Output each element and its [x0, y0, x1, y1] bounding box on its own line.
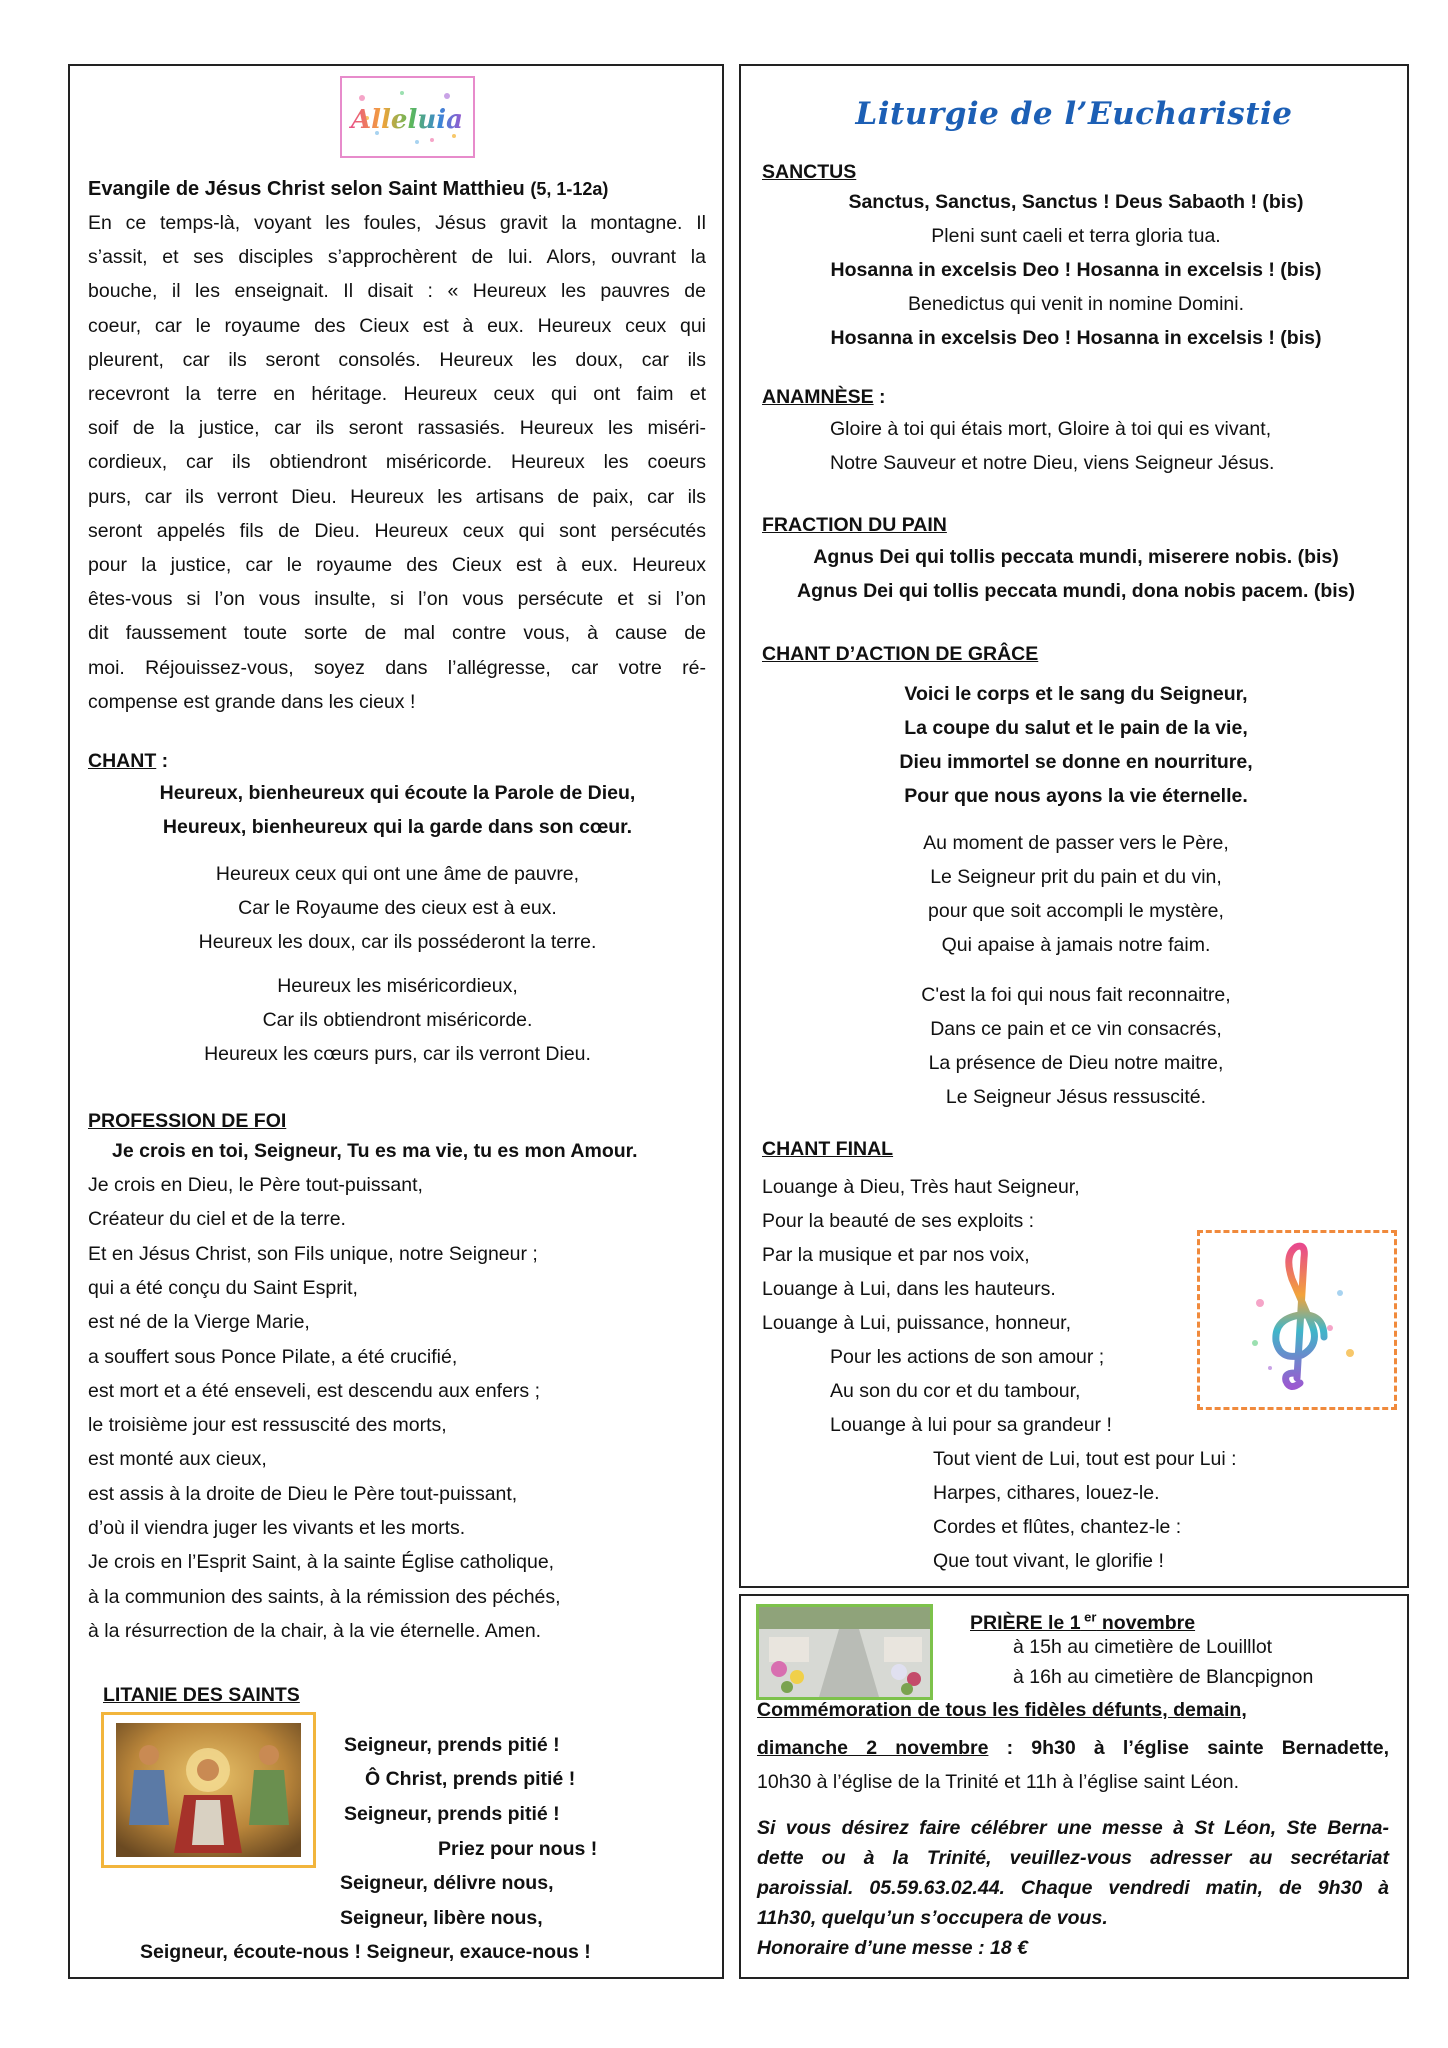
grace-refrain-line: Pour que nous ayons la vie éternelle.: [904, 785, 1248, 807]
messe-line: paroissial. 05.59.63.02.44. Chaque vendredi matin, de 9h30 à: [757, 1877, 1389, 1899]
chant-heading-text: CHANT: [88, 750, 157, 772]
credo-line: à la communion des saints, à la rémission des péchés,: [88, 1585, 561, 1608]
messe-line: Honoraire d’une messe : 18 €: [757, 1937, 1028, 1959]
chant-verse-line: Car le Royaume des cieux est à eux.: [238, 897, 557, 919]
alleluia-logo: [340, 76, 475, 158]
anamnese-heading: [762, 380, 886, 414]
grace-verse-line: Le Seigneur prit du pain et du vin,: [930, 866, 1222, 888]
gospel-line: En ce temps-là, voyant les foules, Jésus gravit la montagne. Il: [88, 212, 706, 234]
messe-line: Si vous désirez faire célébrer une messe à St Léon, Ste Berna-: [757, 1817, 1389, 1839]
chant-refrain-line: Heureux, bienheureux qui écoute la Parole de Dieu,: [159, 782, 636, 804]
credo-line: à la résurrection de la chair, à la vie éternelle. Amen.: [88, 1619, 542, 1642]
final-line: Louange à Lui, dans les hauteurs.: [762, 1278, 1056, 1300]
final-line: Pour les actions de son amour ;: [830, 1346, 1105, 1368]
anamnese-heading-text: ANAMNÈSE: [762, 386, 874, 408]
anamnese-heading-colon: :: [873, 386, 886, 408]
commemoration-text-1: : 9h30 à l’église sainte Bernadette,: [988, 1737, 1390, 1759]
saints-mosaic-image: [101, 1712, 316, 1868]
messe-line: dette ou à la Trinité, veuillez-vous adresser au secrétariat: [757, 1847, 1389, 1869]
priere-title-prefix: PRIÈRE le 1: [970, 1611, 1081, 1634]
final-line: Cordes et flûtes, chantez-le :: [933, 1516, 1182, 1538]
litanie-heading: LITANIE DES SAINTS: [103, 1684, 300, 1706]
credo-line: Je crois en l’Esprit Saint, à la sainte Église catholique,: [88, 1551, 555, 1574]
profession-refrain: Je crois en toi, Seigneur, Tu es ma vie, tu es mon Amour.: [112, 1140, 638, 1162]
credo-line: a souffert sous Ponce Pilate, a été crucifié,: [88, 1345, 458, 1368]
chant-heading-colon: :: [156, 750, 169, 772]
litanie-line: Seigneur, prends pitié !: [344, 1803, 560, 1825]
litanie-line: Seigneur, libère nous,: [340, 1907, 543, 1929]
liturgie-title: Liturgie de l’Eucharistie: [855, 96, 1293, 132]
priere-title-sup: er: [1080, 1609, 1097, 1624]
commemoration-heading: Commémoration de tous les fidèles défunts, demain,: [757, 1699, 1247, 1721]
grace-verse-line: Au moment de passer vers le Père,: [923, 832, 1229, 854]
final-line: Au son du cor et du tambour,: [830, 1380, 1081, 1402]
chant-heading: [88, 744, 168, 778]
chant-verse-line: Heureux les doux, car ils posséderont la terre.: [198, 931, 597, 953]
action-grace-heading: CHANT D’ACTION DE GRÂCE: [762, 643, 1039, 665]
grace-verse-line: Le Seigneur Jésus ressuscité.: [945, 1086, 1207, 1108]
chant-refrain-line: Heureux, bienheureux qui la garde dans son cœur.: [162, 816, 633, 838]
final-line: Tout vient de Lui, tout est pour Lui :: [933, 1448, 1237, 1470]
final-line: Harpes, cithares, louez-le.: [933, 1482, 1160, 1504]
credo-line: Et en Jésus Christ, son Fils unique, notre Seigneur ;: [88, 1242, 538, 1265]
chant-verse-line: Heureux les miséricordieux,: [277, 975, 518, 997]
sanctus-line: Pleni sunt caeli et terra gloria tua.: [931, 225, 1221, 247]
alleluia-logo-text: Alleluia: [351, 105, 463, 135]
commemoration-line-2: 10h30 à l’église de la Trinité et 11h à l’église saint Léon.: [757, 1771, 1240, 1793]
chant-verse-line: Car ils obtiendront miséricorde.: [262, 1009, 533, 1031]
credo-line: est mort et a été enseveli, est descendu aux enfers ;: [88, 1379, 541, 1402]
sanctus-line: Hosanna in excelsis Deo ! Hosanna in excelsis ! (bis): [830, 327, 1322, 349]
fraction-heading: FRACTION DU PAIN: [762, 514, 947, 536]
cemetery-image: [756, 1604, 933, 1700]
final-line: Louange à Dieu, Très haut Seigneur,: [762, 1176, 1080, 1198]
profession-heading: PROFESSION DE FOI: [88, 1110, 287, 1132]
litanie-line: Priez pour nous !: [438, 1838, 598, 1860]
chant-final-heading: CHANT FINAL: [762, 1138, 894, 1160]
litanie-line: Ô Christ, prends pitié !: [365, 1768, 576, 1790]
fraction-line: Agnus Dei qui tollis peccata mundi, miserere nobis. (bis): [813, 546, 1339, 568]
credo-line: Créateur du ciel et de la terre.: [88, 1208, 346, 1231]
credo-line: le troisième jour est ressuscité des morts,: [88, 1414, 447, 1437]
grace-refrain-line: Voici le corps et le sang du Seigneur,: [904, 683, 1248, 705]
treble-clef-image: [1197, 1230, 1397, 1410]
gospel-line: pour la justice, car le royaume des Cieux est à eux. Heureux: [88, 554, 706, 576]
sanctus-line: Hosanna in excelsis Deo ! Hosanna in excelsis ! (bis): [830, 259, 1322, 281]
chant-verse-line: Heureux ceux qui ont une âme de pauvre,: [215, 863, 580, 885]
final-line: Louange à lui pour sa grandeur !: [830, 1414, 1112, 1436]
credo-line: d’où il viendra juger les vivants et les morts.: [88, 1517, 466, 1539]
sanctus-line: Sanctus, Sanctus, Sanctus ! Deus Sabaoth ! (bis): [848, 191, 1304, 213]
gospel-line: purs, car ils verront Dieu. Heureux les artisans de paix, car ils: [88, 485, 706, 508]
gospel-line: moi. Réjouissez-vous, soyez dans l’allégresse, car votre ré-: [88, 656, 706, 679]
grace-verse-line: La présence de Dieu notre maitre,: [928, 1052, 1224, 1074]
credo-line: est né de la Vierge Marie,: [88, 1311, 310, 1334]
credo-line: est assis à la droite de Dieu le Père tout-puissant,: [88, 1482, 518, 1505]
sanctus-line: Benedictus qui venit in nomine Domini.: [907, 293, 1244, 315]
messe-line: 11h30, quelqu’un s’occupera de vous.: [757, 1907, 1108, 1929]
final-line: Que tout vivant, le glorifie !: [933, 1550, 1164, 1572]
grace-verse-line: C'est la foi qui nous fait reconnaitre,: [921, 984, 1231, 1006]
priere-line-1: à 15h au cimetière de Louilllot: [1013, 1636, 1273, 1658]
anamnese-line: Gloire à toi qui étais mort, Gloire à toi qui es vivant,: [830, 418, 1272, 440]
gospel-line: s’assit, et ses disciples s’approchèrent de lui. Alors, ouvrant la: [88, 246, 706, 269]
gospel-line: bouche, il les enseignait. Il disait : « Heureux les pauvres de: [88, 280, 706, 303]
grace-refrain-line: La coupe du salut et le pain de la vie,: [904, 717, 1248, 739]
grace-verse-line: Qui apaise à jamais notre faim.: [941, 934, 1211, 956]
gospel-line: dit faussement toute sorte de mal contre vous, à cause de: [88, 622, 706, 645]
grace-verse-line: Dans ce pain et ce vin consacrés,: [930, 1018, 1222, 1040]
fraction-line: Agnus Dei qui tollis peccata mundi, dona nobis pacem. (bis): [797, 580, 1355, 602]
priere-title-suffix: novembre: [1096, 1611, 1196, 1634]
priere-line-2: à 16h au cimetière de Blancpignon: [1013, 1666, 1314, 1688]
litanie-line: Seigneur, délivre nous,: [340, 1872, 554, 1894]
gospel-line: recevront la terre en héritage. Heureux ceux qui ont faim et: [88, 383, 706, 405]
gospel-line: soif de la justice, car ils seront rassasiés. Heureux les miséri-: [88, 417, 706, 440]
credo-line: Je crois en Dieu, le Père tout-puissant,: [88, 1174, 423, 1196]
credo-line: est monté aux cieux,: [88, 1448, 267, 1471]
sanctus-heading: SANCTUS: [762, 161, 857, 183]
commemoration-line-1: [757, 1731, 1389, 1765]
gospel-line: seront appelés fils de Dieu. Heureux ceux qui sont persécutés: [88, 519, 706, 542]
litanie-line: Seigneur, écoute-nous ! Seigneur, exauce-nous !: [140, 1941, 591, 1963]
gospel-line: cordieux, car ils obtiendront miséricorde. Heureux les coeurs: [88, 451, 706, 474]
gospel-reference: (5, 1-12a): [530, 179, 609, 199]
grace-refrain-line: Dieu immortel se donne en nourriture,: [899, 751, 1253, 773]
chant-verse-line: Heureux les cœurs purs, car ils verront Dieu.: [204, 1043, 591, 1065]
gospel-title-text: Evangile de Jésus Christ selon Saint Matthieu: [88, 178, 525, 200]
gospel-line: coeur, car le royaume des Cieux est à eux. Heureux ceux qui: [88, 314, 706, 337]
final-line: Par la musique et par nos voix,: [762, 1244, 1030, 1266]
gospel-line: compense est grande dans les cieux !: [88, 691, 416, 713]
credo-line: qui a été conçu du Saint Esprit,: [88, 1276, 358, 1299]
final-line: Louange à Lui, puissance, honneur,: [762, 1312, 1072, 1334]
final-line: Pour la beauté de ses exploits :: [762, 1210, 1035, 1232]
anamnese-line: Notre Sauveur et notre Dieu, viens Seigneur Jésus.: [830, 452, 1275, 474]
commemoration-date: dimanche 2 novembre: [757, 1737, 989, 1759]
grace-verse-line: pour que soit accompli le mystère,: [928, 900, 1224, 922]
gospel-line: pleurent, car ils seront consolés. Heureux les doux, car ils: [88, 348, 706, 371]
gospel-title: [88, 172, 608, 206]
litanie-line: Seigneur, prends pitié !: [344, 1734, 560, 1756]
gospel-line: êtes-vous si l’on vous insulte, si l’on vous persécute et si l’on: [88, 588, 706, 611]
